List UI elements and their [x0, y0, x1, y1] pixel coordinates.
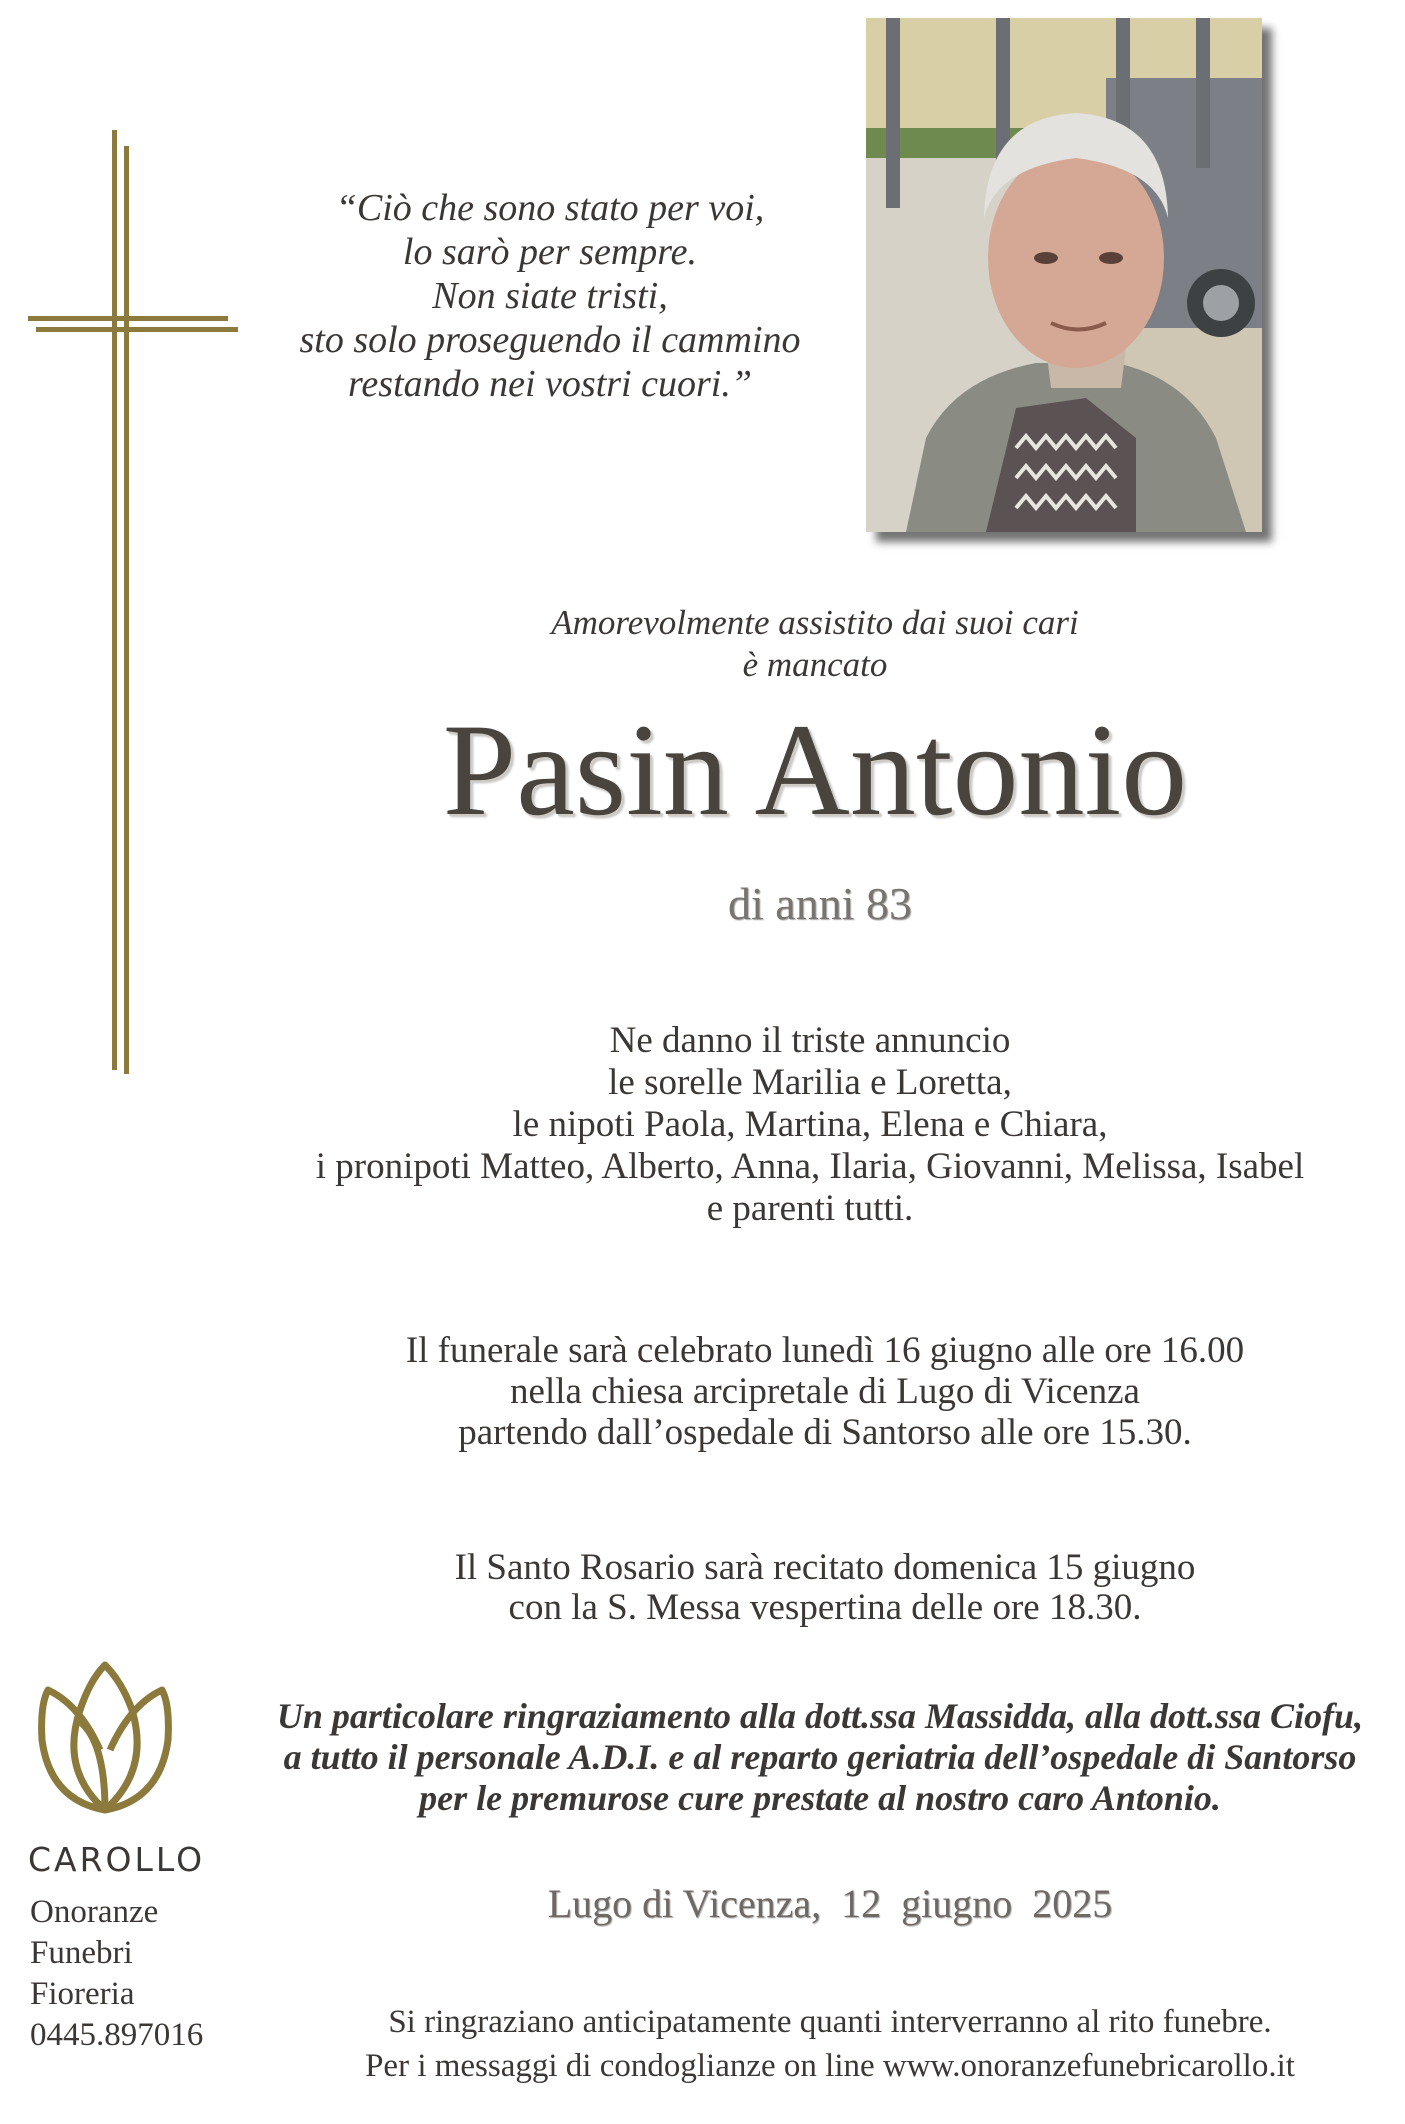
funeral-line: Il funerale sarà celebrato lunedì 16 giugno alle ore 16.00 [405, 1330, 1245, 1371]
quote-line: “Ciò che sono stato per voi, [335, 187, 765, 229]
logo-wordmark: CAROLLO [28, 1840, 206, 1879]
logo-subtitle-line: Funebri [30, 1935, 133, 1971]
flower-logo-icon [30, 1660, 180, 1820]
thanks-line: Un particolare ringraziamento alla dott.ssa Massidda, alla dott.ssa Ciofu, [276, 1696, 1364, 1736]
thanks-note [260, 1696, 1380, 1819]
funeral-line: partendo dall’ospedale di Santorso alle ore 15.30. [458, 1412, 1192, 1453]
logo-phone: 0445.897016 [30, 2017, 204, 2053]
cross-vertical-bar [112, 130, 117, 1070]
family-announcement [250, 1020, 1370, 1230]
cross-horizontal-bar [28, 316, 228, 321]
deceased-name: Pasin Antonio [442, 696, 1188, 843]
logo-subtitle-line: Fioreria [30, 1976, 135, 2012]
intro-line: è mancato [742, 645, 888, 684]
thanks-line: a tutto il personale A.D.I. e al reparto geriatria dell’ospedale di Santorso [283, 1737, 1357, 1777]
cross-vertical-bar [124, 146, 129, 1074]
portrait-photo [866, 18, 1262, 532]
logo-subtitle [30, 1892, 250, 2056]
footer-note [300, 2000, 1360, 2088]
logo-subtitle-line: Onoranze [30, 1894, 159, 1930]
quote-line: lo sarò per sempre. [402, 231, 698, 273]
place-and-date: Lugo di Vicenza, 12 giugno 2025 [547, 1881, 1113, 1926]
family-line: i pronipoti Matteo, Alberto, Anna, Ilaria, Giovanni, Melissa, Isabel [315, 1146, 1305, 1187]
memorial-quote [270, 186, 830, 406]
quote-line: restando nei vostri cuori.” [348, 363, 752, 405]
family-line: le nipoti Paola, Martina, Elena e Chiara, [512, 1104, 1108, 1145]
funeral-line: nella chiesa arcipretale di Lugo di Vicenza [510, 1371, 1140, 1412]
rosary-line: con la S. Messa vespertina delle ore 18.30. [508, 1587, 1142, 1628]
funeral-details [330, 1330, 1320, 1453]
intro-text [430, 602, 1200, 686]
intro-line: Amorevolmente assistito dai suoi cari [551, 603, 1079, 642]
quote-line: Non siate tristi, [432, 275, 668, 317]
thanks-line: per le premurose cure prestate al nostro caro Antonio. [419, 1778, 1221, 1818]
rosary-line: Il Santo Rosario sarà recitato domenica 15 giugno [454, 1547, 1196, 1588]
family-line: e parenti tutti. [706, 1188, 914, 1229]
deceased-age: di anni 83 [728, 878, 912, 929]
quote-line: sto solo proseguendo il cammino [299, 319, 801, 361]
cross-horizontal-bar [36, 327, 238, 332]
family-line: Ne danno il triste annuncio [609, 1020, 1011, 1061]
footer-line: Si ringraziano anticipatamente quanti interverranno al rito funebre. [388, 2004, 1272, 2040]
footer-line: Per i messaggi di condoglianze on line www.onoranzefunebricarollo.it [365, 2048, 1295, 2084]
family-line: le sorelle Marilia e Loretta, [608, 1062, 1012, 1103]
rosary-details [330, 1548, 1320, 1628]
